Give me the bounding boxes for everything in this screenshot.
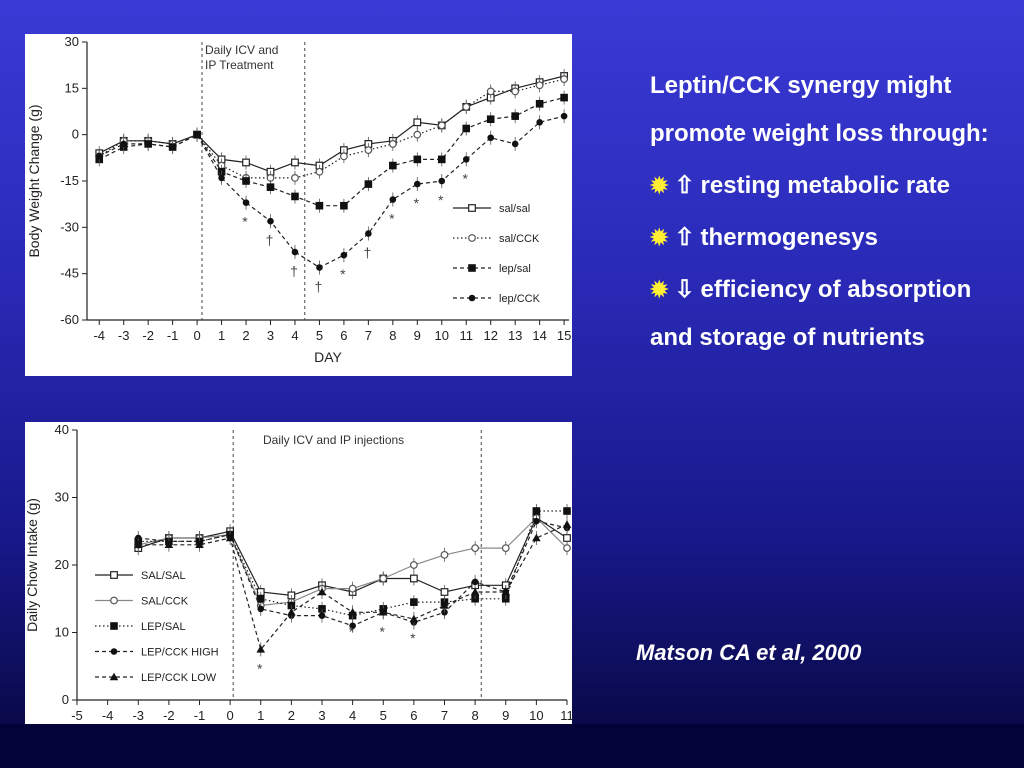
legend-label: sal/CCK [499, 233, 540, 245]
data-point [487, 134, 494, 141]
y-tick-label: 0 [71, 126, 79, 142]
significance-mark: † [314, 278, 323, 295]
x-tick-label: 4 [349, 708, 357, 723]
x-tick-label: 3 [266, 328, 275, 343]
x-axis-label: DAY [314, 349, 342, 365]
data-point [319, 612, 326, 619]
data-point [463, 104, 470, 111]
significance-mark: † [290, 263, 298, 280]
significance-mark: * [340, 266, 346, 283]
y-tick-label: 30 [54, 489, 69, 505]
x-tick-label: -2 [142, 328, 154, 343]
x-tick-label: 7 [440, 708, 449, 723]
x-tick-label: 2 [287, 708, 295, 723]
data-point [561, 94, 568, 101]
data-point [561, 76, 568, 83]
data-point [243, 199, 250, 206]
arrow-up-icon: ⇧ [674, 224, 695, 251]
data-point [411, 575, 418, 582]
data-point [564, 535, 571, 542]
x-tick-label: 1 [257, 708, 265, 723]
significance-mark: * [242, 213, 248, 230]
significance-mark: * [379, 623, 385, 640]
x-tick-label: 2 [242, 328, 250, 343]
x-tick-label: 0 [193, 328, 201, 343]
x-tick-label: -3 [117, 328, 130, 343]
data-point [120, 141, 127, 148]
data-point [463, 125, 470, 132]
data-point [502, 545, 509, 552]
bullet-text: resting metabolic rate [700, 172, 950, 199]
y-axis-label: Daily Chow Intake (g) [24, 498, 40, 632]
bullet-item [650, 266, 995, 362]
chow-intake-chart-panel [25, 422, 572, 746]
y-tick-label: -30 [60, 219, 79, 235]
body-weight-chart [25, 34, 572, 376]
data-point [441, 589, 448, 596]
data-point [365, 230, 372, 237]
data-point [169, 144, 176, 151]
data-point [341, 252, 348, 259]
data-point [411, 599, 418, 606]
data-point [438, 156, 445, 163]
x-tick-label: 3 [318, 708, 326, 723]
data-point [533, 508, 540, 515]
x-tick-label: -1 [193, 708, 206, 723]
y-tick-label: 15 [64, 80, 79, 96]
data-point [512, 88, 519, 95]
data-point [218, 175, 225, 182]
data-point [257, 595, 264, 602]
x-tick-label: 6 [340, 328, 348, 343]
x-tick-label: -1 [166, 328, 179, 343]
significance-mark: * [389, 210, 395, 227]
arrow-up-icon: ⇧ [674, 172, 695, 199]
x-tick-label: 13 [507, 328, 523, 343]
significance-mark: † [363, 244, 372, 261]
significance-mark: * [257, 660, 263, 677]
data-point [536, 100, 543, 107]
bullet-item [650, 214, 995, 262]
sun-bullet-icon: ✹ [650, 277, 669, 302]
data-point [487, 88, 494, 95]
data-point [292, 193, 299, 200]
data-point [472, 545, 479, 552]
y-tick-label: 20 [54, 557, 69, 572]
data-point [487, 116, 494, 123]
y-tick-label: -15 [60, 173, 79, 188]
x-tick-label: -5 [71, 708, 83, 723]
data-point [243, 159, 250, 166]
data-point [316, 264, 323, 271]
x-tick-label: 5 [379, 708, 387, 723]
x-tick-label: 7 [364, 328, 372, 343]
data-point [469, 295, 476, 302]
significance-mark: * [438, 192, 444, 208]
data-point [533, 518, 540, 525]
intro-text: Leptin/CCK synergy might promote weight loss through: [650, 72, 989, 147]
data-point [512, 141, 519, 148]
legend-label: LEP/CCK HIGH [141, 646, 219, 659]
bullet-text: efficiency of absorption and storage of nutrients [650, 276, 972, 351]
series-line [99, 98, 564, 206]
data-point [365, 147, 372, 154]
significance-mark: † [265, 232, 274, 249]
data-point [316, 202, 323, 209]
x-tick-label: -3 [132, 708, 145, 723]
x-tick-label: 10 [529, 708, 544, 723]
data-point [512, 113, 519, 120]
footer-band [0, 724, 1024, 768]
legend-label: lep/sal [499, 263, 531, 275]
y-tick-label: 30 [64, 34, 79, 49]
data-point [292, 175, 299, 182]
arrow-down-icon: ⇩ [674, 276, 695, 303]
x-tick-label: 8 [471, 708, 479, 723]
y-tick-label: -45 [60, 265, 79, 281]
treatment-annotation: Daily ICV and IP injections [263, 433, 405, 447]
y-axis-label: Body Weight Change (g) [26, 104, 42, 258]
legend-label: sal/sal [499, 203, 531, 215]
data-point [380, 575, 387, 582]
data-point [341, 202, 348, 209]
legend-label: SAL/SAL [141, 570, 186, 582]
x-tick-label: 6 [410, 708, 418, 723]
x-tick-label: 9 [502, 708, 510, 723]
data-point [438, 122, 445, 129]
legend-label: LEP/CCK LOW [141, 672, 217, 684]
data-point [111, 572, 118, 579]
summary-text [650, 62, 995, 366]
data-point [414, 181, 421, 188]
data-point [561, 113, 568, 120]
bullet-text: thermogenesys [700, 224, 878, 251]
treatment-annotation: Daily ICV and [205, 43, 279, 57]
y-tick-label: -60 [60, 312, 79, 327]
x-tick-label: 15 [556, 328, 572, 343]
chow-intake-chart [25, 422, 572, 746]
bullet-item [650, 162, 995, 210]
data-point [564, 545, 571, 552]
significance-mark: * [348, 623, 355, 640]
data-point [341, 153, 348, 160]
data-point [292, 249, 299, 256]
legend-label: SAL/CCK [141, 595, 189, 608]
x-tick-label: 4 [291, 328, 299, 343]
data-point [414, 119, 421, 126]
data-point [441, 552, 448, 559]
data-point [111, 597, 118, 604]
significance-mark: * [410, 630, 416, 646]
x-tick-label: 5 [315, 328, 324, 343]
data-point [411, 562, 418, 569]
data-point [390, 162, 397, 169]
citation: Matson CA et al, 2000 [636, 640, 862, 665]
legend-label: LEP/SAL [141, 621, 186, 633]
data-point [469, 235, 476, 242]
sun-bullet-icon: ✹ [650, 173, 669, 198]
x-tick-label: 9 [413, 328, 421, 343]
data-point [469, 265, 476, 272]
data-point [267, 218, 274, 225]
data-point [536, 119, 543, 126]
x-tick-label: 12 [483, 328, 498, 343]
sun-bullet-icon: ✹ [650, 225, 669, 250]
data-point [438, 178, 445, 185]
data-point [194, 131, 201, 138]
x-tick-label: 1 [217, 328, 226, 343]
data-point [472, 579, 479, 586]
data-point [463, 156, 470, 163]
x-tick-label: 8 [389, 328, 397, 343]
data-point [532, 534, 541, 542]
data-point [414, 131, 421, 138]
x-tick-label: 0 [226, 708, 234, 723]
data-point [390, 196, 397, 203]
data-point [414, 156, 421, 163]
data-point [469, 205, 476, 212]
data-point [145, 141, 152, 148]
y-tick-label: 0 [61, 692, 69, 707]
data-point [390, 141, 397, 148]
x-tick-label: 10 [434, 328, 450, 343]
data-point [257, 606, 264, 613]
x-tick-label: -4 [101, 708, 114, 723]
data-point [111, 623, 118, 630]
y-tick-label: 40 [54, 422, 69, 437]
data-point [536, 82, 543, 89]
data-point [365, 181, 372, 188]
significance-mark: * [413, 195, 420, 212]
data-point [267, 184, 274, 191]
data-point [349, 585, 356, 592]
data-point [111, 648, 118, 655]
treatment-annotation: IP Treatment [205, 58, 274, 72]
data-point [292, 159, 299, 166]
x-tick-label: -2 [163, 708, 175, 723]
body-weight-chart-panel [25, 34, 572, 376]
x-tick-label: 11 [560, 708, 574, 723]
data-point [243, 178, 250, 185]
y-tick-label: 10 [54, 624, 69, 640]
data-point [316, 168, 323, 175]
significance-mark: * [462, 170, 468, 187]
x-tick-label: 11 [459, 328, 473, 343]
data-point [96, 153, 103, 160]
data-point [564, 508, 571, 515]
legend-label: lep/CCK [499, 293, 540, 305]
x-tick-label: -4 [93, 328, 106, 343]
x-tick-label: 14 [532, 328, 547, 343]
data-point [563, 520, 572, 528]
series-line [99, 116, 564, 267]
